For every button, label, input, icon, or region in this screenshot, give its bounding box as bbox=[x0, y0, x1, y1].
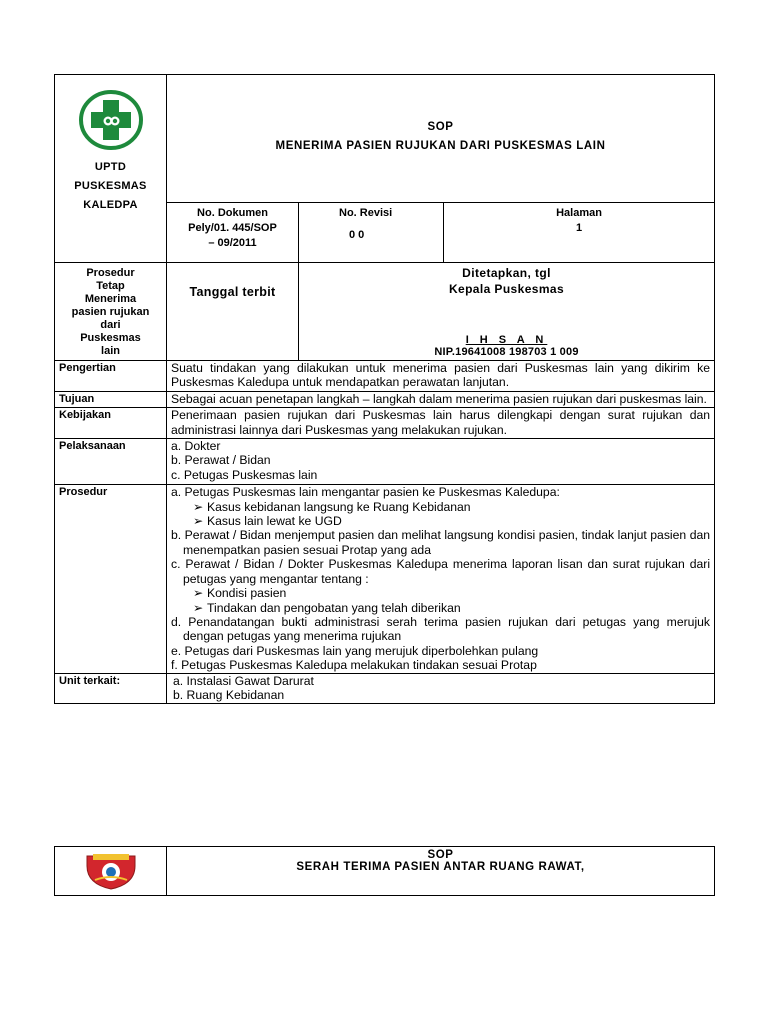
protap-line: dari bbox=[100, 319, 121, 331]
list-item: b. Perawat / Bidan bbox=[171, 453, 271, 468]
no-revisi-label: No. Revisi bbox=[339, 207, 393, 219]
next-doc-type: SOP bbox=[427, 849, 454, 861]
protap-line: lain bbox=[101, 345, 120, 357]
list-item: a. Instalasi Gawat Darurat bbox=[173, 673, 314, 688]
next-doc-title: SERAH TERIMA PASIEN ANTAR RUANG RAWAT, bbox=[296, 861, 585, 873]
head-name: I H S A N bbox=[465, 334, 548, 346]
pelaksanaan-label: Pelaksanaan bbox=[55, 439, 167, 485]
arrow-bullet-icon: ➢ bbox=[193, 499, 204, 514]
kebijakan-text: Penerimaan pasien rujukan dari Puskesmas lain harus dilengkapi dengan surat rujukan dan administrasi lainnya dari Puskesmas yang melakukan rujukan. bbox=[167, 408, 715, 439]
no-revisi-cell bbox=[299, 203, 444, 263]
pelaksanaan-list bbox=[167, 439, 715, 485]
list-item: a. Petugas Puskesmas lain mengantar pasien ke Puskesmas Kaledupa: bbox=[171, 485, 560, 500]
next-sop-table bbox=[54, 846, 715, 896]
tanggal-terbit: Tanggal terbit bbox=[189, 285, 276, 299]
kebijakan-label: Kebijakan bbox=[55, 408, 167, 439]
sub-list-item: ➢ Tindakan dan pengobatan yang telah diberikan bbox=[193, 600, 461, 615]
prosedur-label: Prosedur bbox=[55, 485, 167, 673]
halaman-label: Halaman bbox=[556, 207, 602, 219]
next-doc-title-cell bbox=[167, 847, 715, 896]
sub-list-item: ➢ Kasus kebidanan langsung ke Ruang Kebidanan bbox=[193, 499, 471, 514]
regency-emblem-icon bbox=[81, 850, 141, 890]
list-item: b. Perawat / Bidan menjemput pasien dan melihat langsung kondisi pasien, tindak lanjut pasien dan menempatkan pasien sesuai Protap yang ada bbox=[171, 528, 711, 557]
no-dokumen-value-2: – 09/2011 bbox=[208, 237, 257, 249]
no-dokumen-value-1: Pely/01. 445/SOP bbox=[188, 222, 277, 234]
doc-title: MENERIMA PASIEN RUJUKAN DARI PUSKESMAS LAIN bbox=[275, 140, 606, 152]
ditetapkan: Ditetapkan, tgl bbox=[462, 266, 551, 280]
sub-list-item: ➢ Kondisi pasien bbox=[193, 586, 287, 601]
org-name-line3: KALEDPA bbox=[83, 199, 138, 211]
tujuan-label: Tujuan bbox=[55, 391, 167, 407]
prosedur-list bbox=[167, 485, 715, 673]
sop-table bbox=[54, 74, 715, 704]
protap-line: Prosedur bbox=[86, 267, 135, 279]
halaman-cell bbox=[444, 203, 715, 263]
regency-logo-cell bbox=[55, 847, 167, 896]
no-revisi-value: 0 0 bbox=[349, 229, 365, 241]
list-item: a. Dokter bbox=[171, 439, 221, 454]
list-item: c. Petugas Puskesmas lain bbox=[171, 467, 318, 482]
list-item: e. Petugas dari Puskesmas lain yang merujuk diperbolehkan pulang bbox=[171, 643, 539, 658]
unit-terkait-label: Unit terkait: bbox=[55, 673, 167, 704]
protap-line: pasien rujukan bbox=[71, 306, 150, 318]
list-item: c. Perawat / Bidan / Dokter Puskesmas Kaledupa menerima laporan lisan dan surat rujukan dari petugas yang mengantar tentang : bbox=[171, 557, 711, 586]
head-nip: NIP.19641008 198703 1 009 bbox=[434, 346, 579, 358]
unit-terkait-list bbox=[167, 673, 715, 704]
list-item: d. Penandatangan bukti administrasi serah terima pasien rujukan dari petugas yang merujuk dengan petugas yang menerima rujukan bbox=[171, 614, 711, 644]
tujuan-text: Sebagai acuan penetapan langkah – langkah dalam menerima pasien rujukan dari puskesmas lain. bbox=[167, 391, 715, 407]
pengertian-label: Pengertian bbox=[55, 361, 167, 392]
doc-type: SOP bbox=[427, 121, 454, 133]
sub-list-item: ➢ Kasus lain lewat ke UGD bbox=[193, 514, 342, 529]
no-dokumen-label: No. Dokumen bbox=[197, 207, 268, 219]
org-name-line1: UPTD bbox=[94, 161, 127, 173]
halaman-value: 1 bbox=[575, 222, 583, 234]
arrow-bullet-icon: ➢ bbox=[193, 600, 204, 615]
protap-line: Puskesmas bbox=[80, 332, 141, 344]
protap-cell bbox=[55, 263, 167, 361]
signature-cell bbox=[299, 263, 715, 361]
tanggal-terbit-cell bbox=[167, 263, 299, 361]
org-name-line2: PUSKESMAS bbox=[74, 180, 147, 192]
doc-title-cell bbox=[167, 75, 715, 203]
no-dokumen-cell bbox=[167, 203, 299, 263]
org-logo-cell bbox=[55, 75, 167, 263]
protap-line: Tetap bbox=[96, 280, 125, 292]
pengertian-text: Suatu tindakan yang dilakukan untuk menerima pasien dari Puskesmas lain yang dikirim ke Puskesmas Kaledupa untuk mendapatkan perawatan lanjutan. bbox=[167, 361, 715, 392]
list-item: b. Ruang Kebidanan bbox=[173, 687, 285, 702]
list-item: f. Petugas Puskesmas Kaledupa melakukan tindakan sesuai Protap bbox=[171, 658, 537, 673]
arrow-bullet-icon: ➢ bbox=[193, 586, 204, 601]
kepala-puskesmas: Kepala Puskesmas bbox=[448, 282, 565, 296]
arrow-bullet-icon: ➢ bbox=[193, 514, 204, 529]
puskesmas-cross-logo-icon bbox=[78, 89, 144, 151]
protap-line: Menerima bbox=[84, 293, 137, 305]
